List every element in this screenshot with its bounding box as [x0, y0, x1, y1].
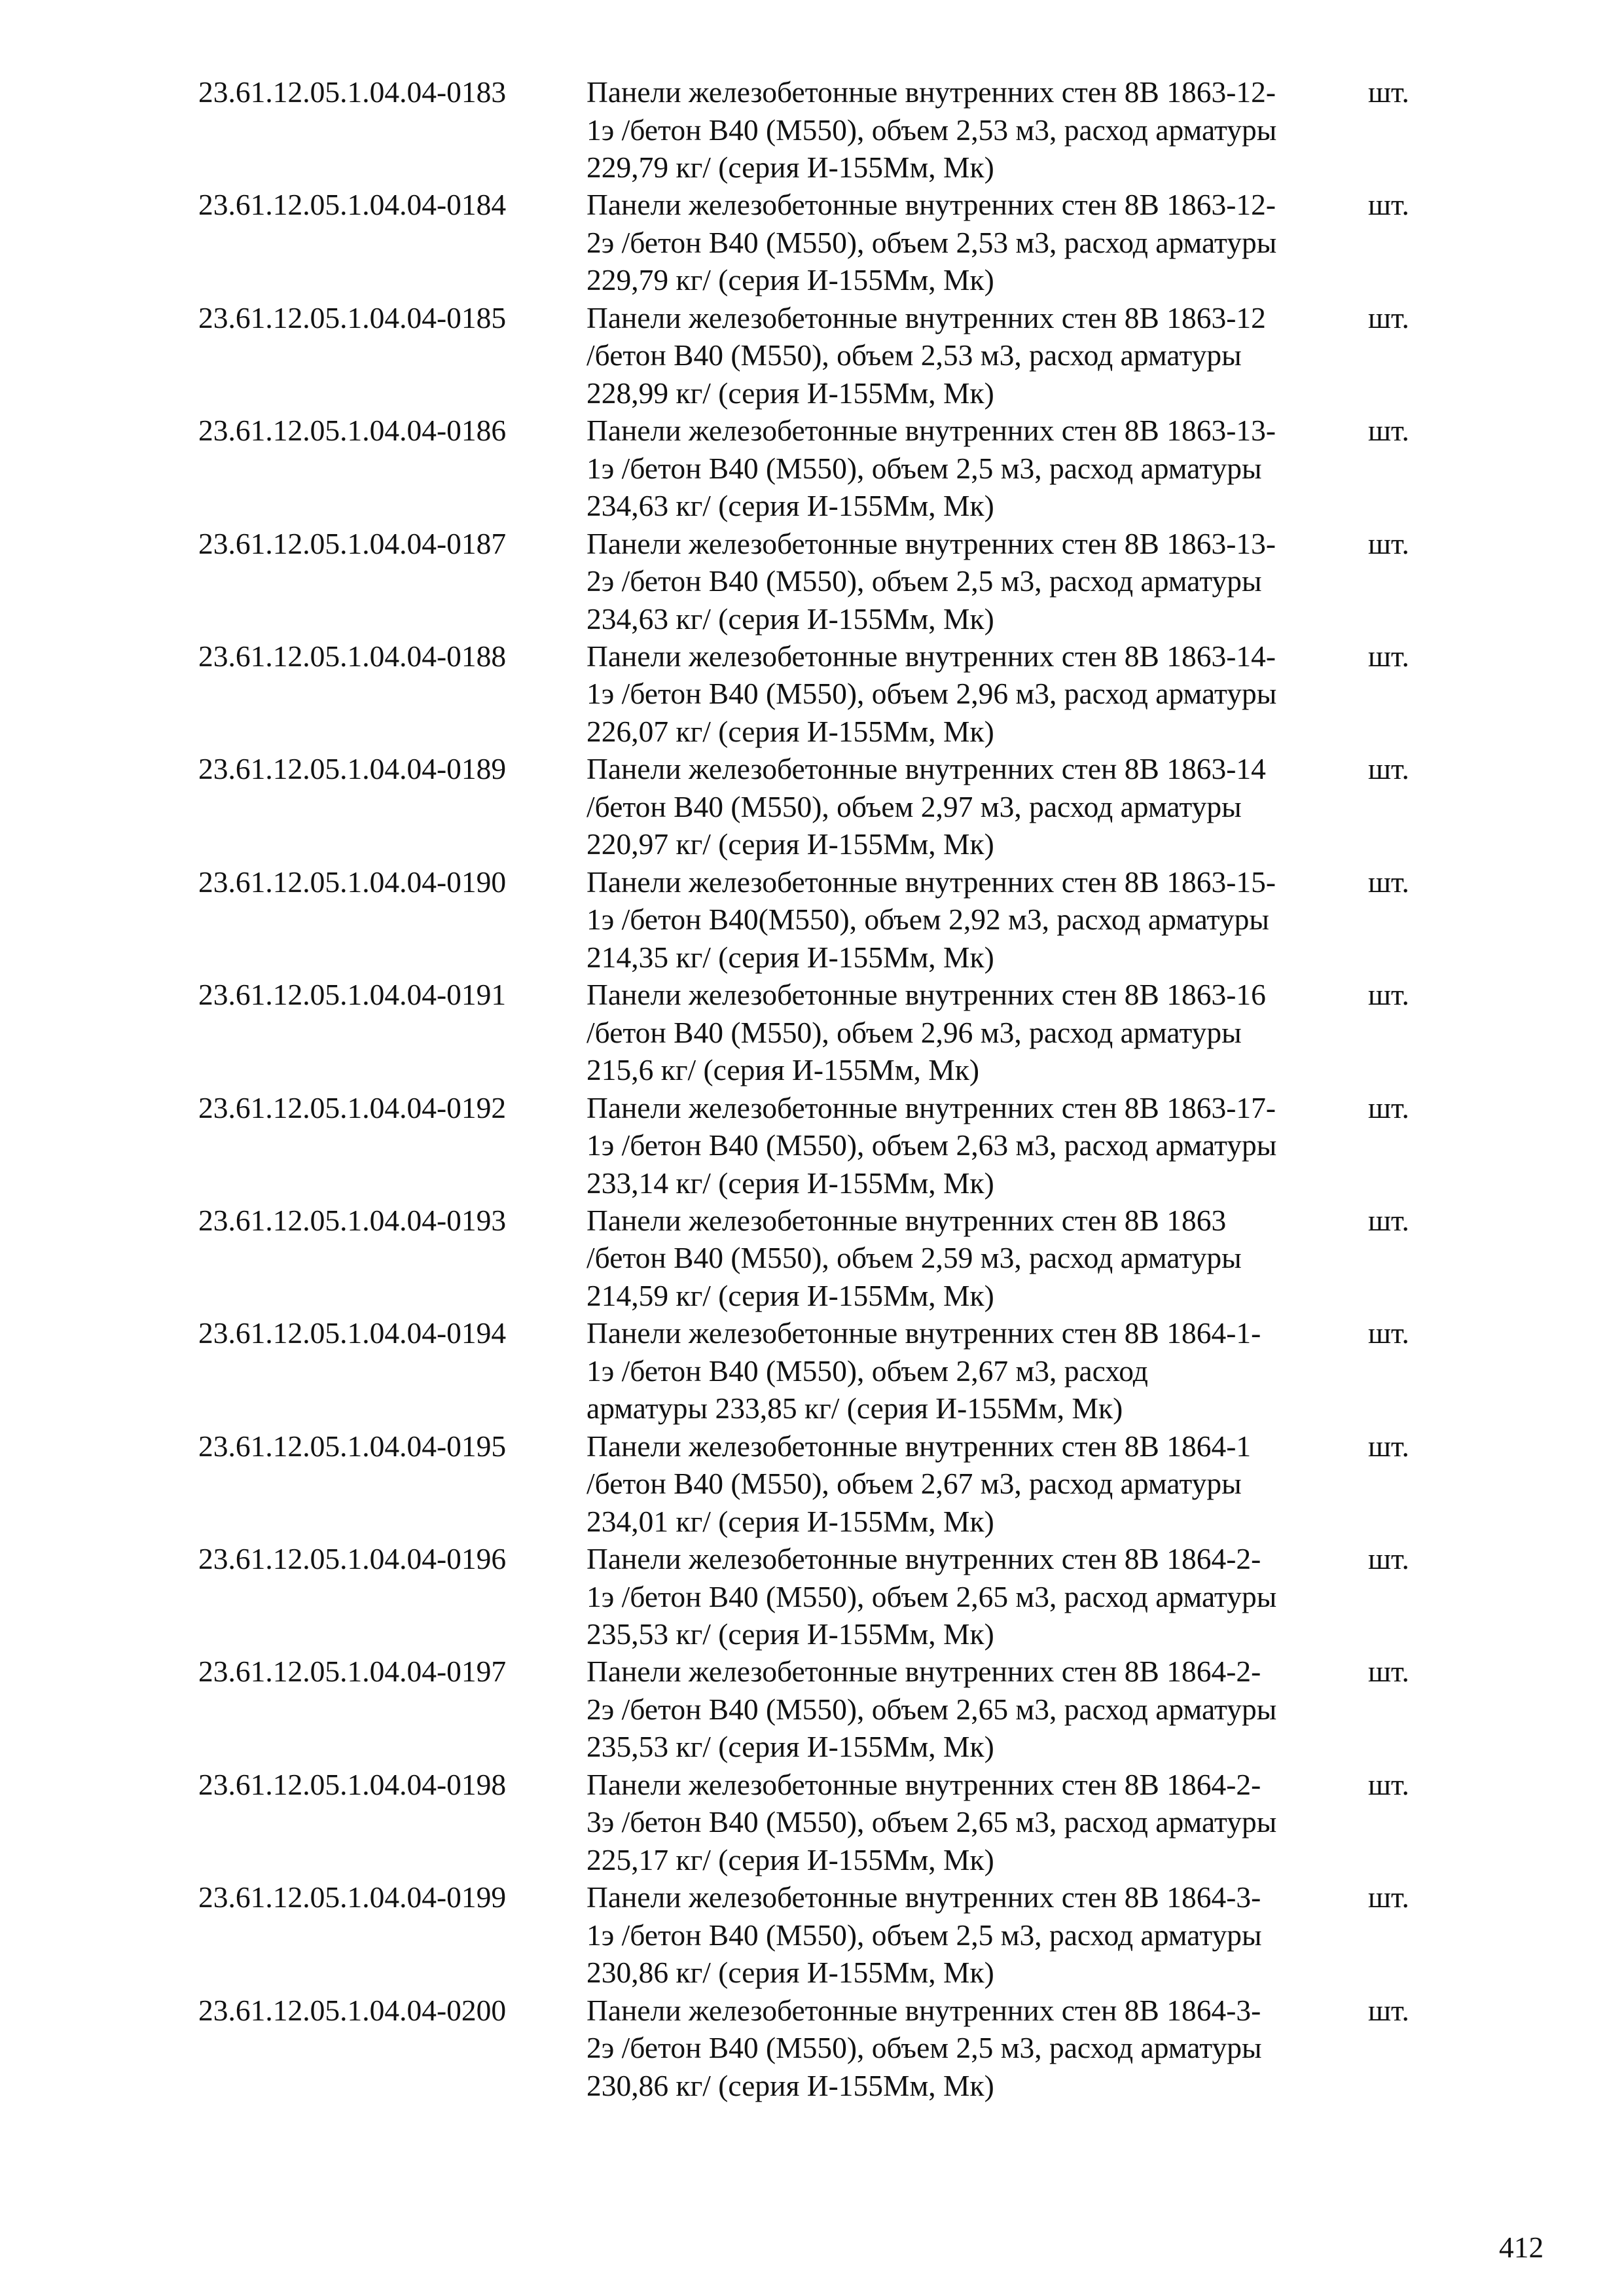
item-code: 23.61.12.05.1.04.04-0188 [198, 639, 507, 673]
list-item [0, 637, 1624, 750]
item-code: 23.61.12.05.1.04.04-0184 [198, 188, 507, 222]
description-line: 235,53 кг/ (серия И-155Мм, Мк) [586, 1617, 994, 1651]
list-item [0, 750, 1624, 863]
item-unit: шт. [1368, 752, 1409, 786]
item-description [586, 1992, 1365, 2105]
item-unit: шт. [1368, 414, 1409, 448]
description-line: 214,35 кг/ (серия И-155Мм, Мк) [586, 940, 994, 974]
description-line: Панели железобетонные внутренних стен 8В 1863-14 [586, 752, 1266, 786]
list-item [0, 525, 1624, 637]
item-unit: шт. [1368, 1542, 1409, 1576]
description-line: Панели железобетонные внутренних стен 8В 1863-13- [586, 526, 1276, 560]
item-description [586, 750, 1365, 863]
description-line: 230,86 кг/ (серия И-155Мм, Мк) [586, 1956, 994, 1990]
description-line: Панели железобетонные внутренних стен 8В 1863-15- [586, 865, 1276, 899]
description-line: Панели железобетонные внутренних стен 8В 1864-3- [586, 1993, 1261, 2027]
item-code: 23.61.12.05.1.04.04-0199 [198, 1880, 507, 1914]
item-description [586, 1766, 1365, 1879]
item-code: 23.61.12.05.1.04.04-0198 [198, 1767, 507, 1801]
item-description [586, 299, 1365, 412]
description-line: /бетон В40 (М550), объем 2,53 м3, расход арматуры [586, 338, 1242, 372]
description-line: /бетон В40 (М550), объем 2,59 м3, расход арматуры [586, 1241, 1242, 1275]
item-unit: шт. [1368, 639, 1409, 673]
item-unit: шт. [1368, 188, 1409, 222]
item-description [586, 1653, 1365, 1766]
description-line: арматуры 233,85 кг/ (серия И-155Мм, Мк) [586, 1391, 1123, 1426]
page-number: 412 [1499, 2231, 1544, 2264]
item-unit: шт. [1368, 526, 1409, 560]
description-line: 233,14 кг/ (серия И-155Мм, Мк) [586, 1166, 994, 1200]
description-line: 214,59 кг/ (серия И-155Мм, Мк) [586, 1278, 994, 1312]
description-line: 1э /бетон В40 (М550), объем 2,5 м3, расход арматуры [586, 451, 1262, 485]
item-code: 23.61.12.05.1.04.04-0195 [198, 1429, 507, 1463]
item-description [586, 863, 1365, 977]
list-item [0, 1992, 1624, 2104]
description-line: 1э /бетон В40(М550), объем 2,92 м3, расход арматуры [586, 903, 1269, 937]
description-line: 234,63 кг/ (серия И-155Мм, Мк) [586, 601, 994, 636]
description-line: 3э /бетон В40 (М550), объем 2,65 м3, расход арматуры [586, 1805, 1277, 1839]
list-item [0, 1427, 1624, 1540]
item-description [586, 186, 1365, 299]
item-description [586, 73, 1365, 187]
item-unit: шт. [1368, 75, 1409, 109]
description-line: 230,86 кг/ (серия И-155Мм, Мк) [586, 2068, 994, 2102]
description-line: 229,79 кг/ (серия И-155Мм, Мк) [586, 263, 994, 297]
item-description [586, 412, 1365, 525]
description-line: Панели железобетонные внутренних стен 8В 1863-17- [586, 1090, 1276, 1124]
item-code: 23.61.12.05.1.04.04-0192 [198, 1090, 507, 1124]
list-item [0, 412, 1624, 524]
description-line: 235,53 кг/ (серия И-155Мм, Мк) [586, 1730, 994, 1764]
item-code: 23.61.12.05.1.04.04-0196 [198, 1542, 507, 1576]
description-line: Панели железобетонные внутренних стен 8В 1863 [586, 1203, 1227, 1237]
list-item [0, 1766, 1624, 1878]
description-line: 1э /бетон В40 (М550), объем 2,63 м3, расход арматуры [586, 1128, 1277, 1162]
description-line: Панели железобетонные внутренних стен 8В 1864-1- [586, 1316, 1261, 1350]
item-description [586, 976, 1365, 1089]
description-line: 225,17 кг/ (серия И-155Мм, Мк) [586, 1842, 994, 1876]
item-code: 23.61.12.05.1.04.04-0191 [198, 978, 507, 1012]
list-item [0, 1089, 1624, 1202]
list-item [0, 1314, 1624, 1427]
description-line: Панели железобетонные внутренних стен 8В 1863-12- [586, 188, 1276, 222]
list-item [0, 863, 1624, 976]
item-code: 23.61.12.05.1.04.04-0194 [198, 1316, 507, 1350]
item-code: 23.61.12.05.1.04.04-0189 [198, 752, 507, 786]
description-line: 2э /бетон В40 (М550), объем 2,53 м3, расход арматуры [586, 225, 1277, 259]
item-unit: шт. [1368, 1880, 1409, 1914]
list-item [0, 186, 1624, 298]
description-line: Панели железобетонные внутренних стен 8В 1864-3- [586, 1880, 1261, 1914]
list-item [0, 976, 1624, 1088]
item-code: 23.61.12.05.1.04.04-0197 [198, 1655, 507, 1689]
description-line: 234,01 кг/ (серия И-155Мм, Мк) [586, 1504, 994, 1538]
price-list [0, 73, 1624, 2104]
item-code: 23.61.12.05.1.04.04-0185 [198, 300, 507, 334]
description-line: 228,99 кг/ (серия И-155Мм, Мк) [586, 376, 994, 410]
description-line: 226,07 кг/ (серия И-155Мм, Мк) [586, 714, 994, 748]
item-unit: шт. [1368, 1316, 1409, 1350]
description-line: 215,6 кг/ (серия И-155Мм, Мк) [586, 1053, 980, 1087]
item-unit: шт. [1368, 1655, 1409, 1689]
item-code: 23.61.12.05.1.04.04-0187 [198, 526, 507, 560]
description-line: Панели железобетонные внутренних стен 8В 1864-1 [586, 1429, 1252, 1463]
description-line: /бетон В40 (М550), объем 2,67 м3, расход арматуры [586, 1467, 1242, 1501]
item-unit: шт. [1368, 1993, 1409, 2027]
description-line: 234,63 кг/ (серия И-155Мм, Мк) [586, 489, 994, 523]
description-line: /бетон В40 (М550), объем 2,97 м3, расход арматуры [586, 789, 1242, 823]
description-line: Панели железобетонные внутренних стен 8В 1863-14- [586, 639, 1276, 673]
description-line: 1э /бетон В40 (М550), объем 2,67 м3, расход [586, 1354, 1148, 1388]
item-unit: шт. [1368, 1090, 1409, 1124]
item-unit: шт. [1368, 300, 1409, 334]
item-description [586, 637, 1365, 751]
list-item [0, 1202, 1624, 1314]
description-line: 2э /бетон В40 (М550), объем 2,5 м3, расход арматуры [586, 564, 1262, 598]
item-code: 23.61.12.05.1.04.04-0190 [198, 865, 507, 899]
description-line: Панели железобетонные внутренних стен 8В 1864-2- [586, 1655, 1261, 1689]
description-line: 1э /бетон В40 (М550), объем 2,5 м3, расход арматуры [586, 1918, 1262, 1952]
item-description [586, 525, 1365, 638]
item-unit: шт. [1368, 865, 1409, 899]
item-unit: шт. [1368, 1767, 1409, 1801]
item-unit: шт. [1368, 1203, 1409, 1237]
description-line: /бетон В40 (М550), объем 2,96 м3, расход арматуры [586, 1015, 1242, 1049]
description-line: 220,97 кг/ (серия И-155Мм, Мк) [586, 827, 994, 861]
description-line: Панели железобетонные внутренних стен 8В 1864-2- [586, 1767, 1261, 1801]
description-line: Панели железобетонные внутренних стен 8В 1863-13- [586, 414, 1276, 448]
item-code: 23.61.12.05.1.04.04-0200 [198, 1993, 507, 2027]
description-line: Панели железобетонные внутренних стен 8В 1863-16 [586, 978, 1266, 1012]
item-description [586, 1089, 1365, 1202]
description-line: 2э /бетон В40 (М550), объем 2,65 м3, расход арматуры [586, 1692, 1277, 1726]
description-line: 1э /бетон В40 (М550), объем 2,96 м3, расход арматуры [586, 677, 1277, 711]
description-line: 229,79 кг/ (серия И-155Мм, Мк) [586, 151, 994, 184]
item-description [586, 1540, 1365, 1653]
item-code: 23.61.12.05.1.04.04-0183 [198, 75, 507, 109]
description-line: Панели железобетонные внутренних стен 8В 1864-2- [586, 1542, 1261, 1576]
description-line: Панели железобетонные внутренних стен 8В 1863-12- [586, 75, 1276, 109]
description-line: 2э /бетон В40 (М550), объем 2,5 м3, расход арматуры [586, 2031, 1262, 2065]
list-item [0, 1540, 1624, 1653]
item-description [586, 1878, 1365, 1992]
item-description [586, 1427, 1365, 1541]
item-description [586, 1314, 1365, 1427]
list-item [0, 1653, 1624, 1765]
item-unit: шт. [1368, 1429, 1409, 1463]
item-description [586, 1202, 1365, 1315]
item-code: 23.61.12.05.1.04.04-0193 [198, 1203, 507, 1237]
list-item [0, 73, 1624, 186]
item-unit: шт. [1368, 978, 1409, 1012]
description-line: 1э /бетон В40 (М550), объем 2,53 м3, расход арматуры [586, 113, 1277, 147]
list-item [0, 299, 1624, 412]
description-line: Панели железобетонные внутренних стен 8В 1863-12 [586, 300, 1266, 334]
list-item [0, 1878, 1624, 1991]
description-line: 1э /бетон В40 (М550), объем 2,65 м3, расход арматуры [586, 1579, 1277, 1613]
item-code: 23.61.12.05.1.04.04-0186 [198, 414, 507, 448]
